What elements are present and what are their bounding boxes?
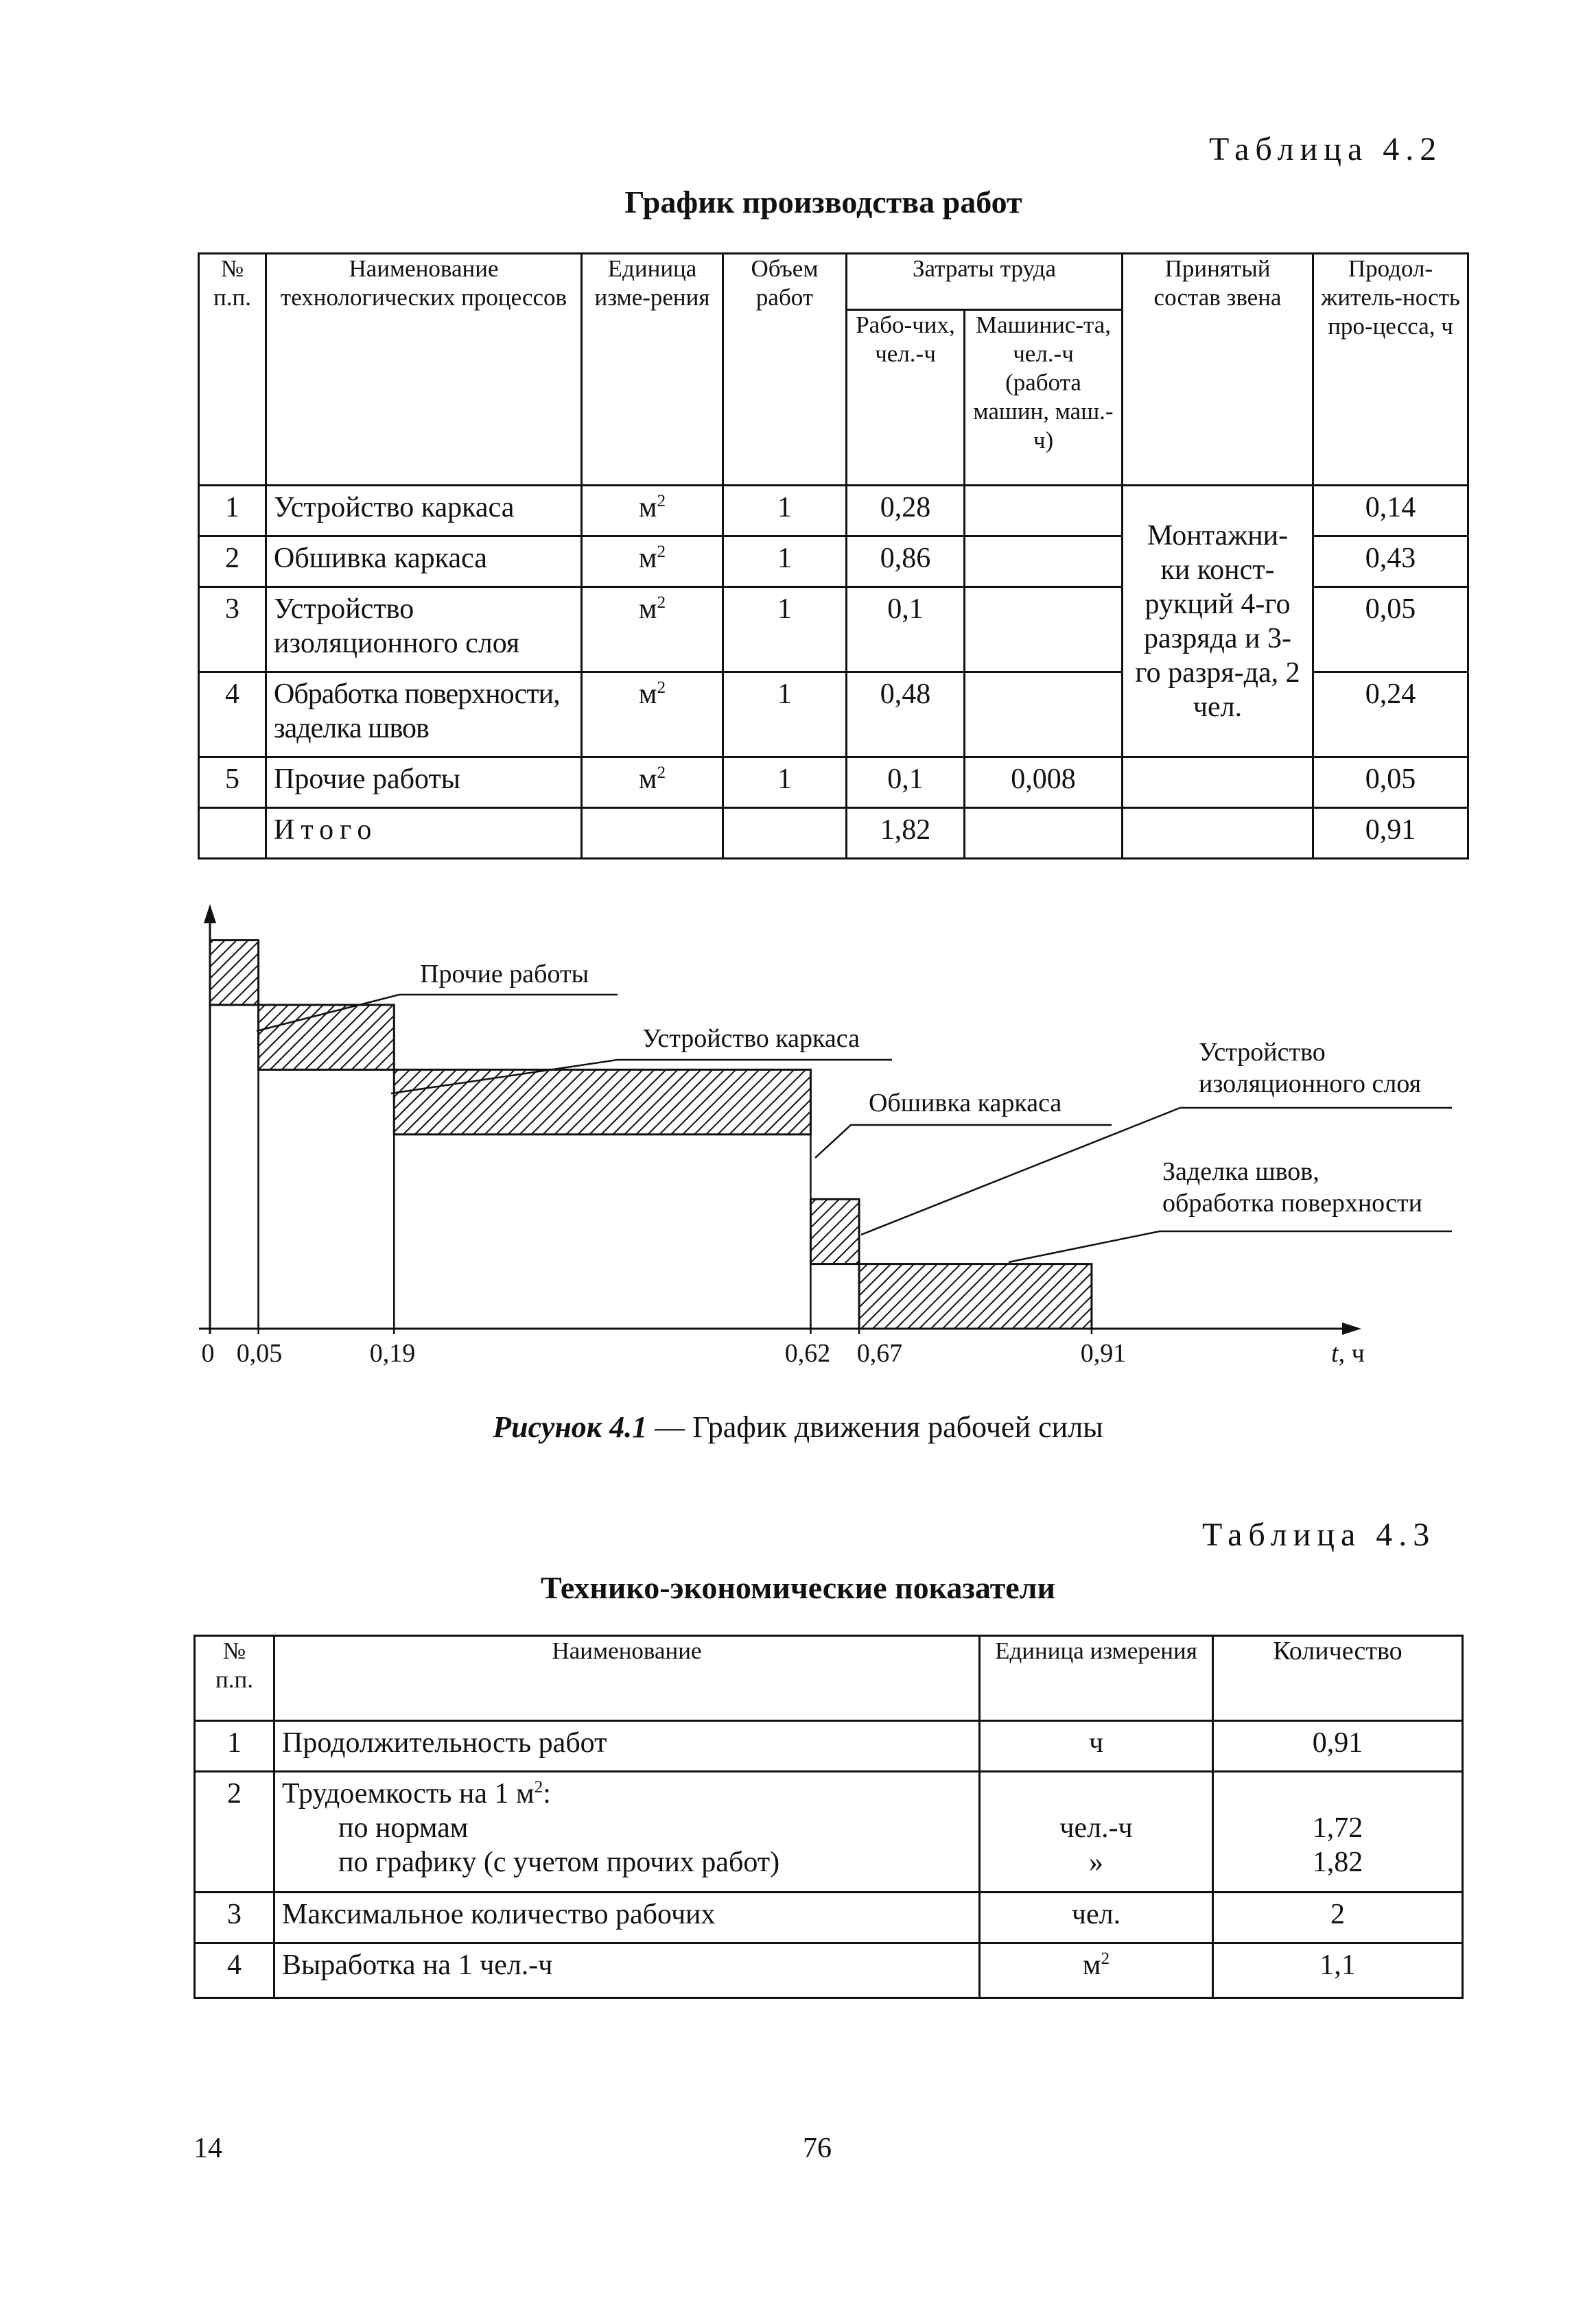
table-row: 1 Продолжительность работ ч 0,91 [195, 1721, 1463, 1772]
hatched-bar-4 [859, 1264, 1092, 1329]
label-seams-2: обработка поверхности [1162, 1189, 1422, 1218]
unit-m2: $м^2$ [582, 587, 723, 672]
label-sheathing: Обшивка каркаса [869, 1089, 1062, 1117]
header-unit: Единица изме-рения [582, 254, 723, 486]
axis-label-t: t, ч [1331, 1339, 1365, 1368]
schedule-table [198, 252, 1469, 859]
figure-caption [0, 1410, 1596, 1445]
table-row: 2 Трудоемкость на 1 $м^2$: по нормам по графику (с учетом прочих работ) чел.-ч » 1,72 1,82 [195, 1772, 1463, 1893]
label-other: Прочие работы [420, 960, 589, 988]
table-4-2-title: График производства работ [624, 185, 1022, 220]
table-row: 3 Максимальное количество рабочих чел. 2 [195, 1893, 1463, 1943]
total-row [199, 808, 1468, 859]
hatched-bar-0 [210, 940, 259, 1005]
table-row: 4 Обработка поверхности, заделка швов $м^2$ 1 0,48 0,24 [199, 672, 1468, 757]
caption-prefix: Рисунок 4.1 [493, 1410, 648, 1444]
tick-label-0-62: 0,62 [784, 1339, 831, 1368]
table-4-3-title: Технико-экономические показатели [540, 1570, 1056, 1605]
label-insulation-1: Устройство [1199, 1038, 1326, 1067]
total-label: Итого [266, 808, 582, 859]
header-name: Наименование технологических процессов [266, 254, 582, 486]
unit-m2: $м^2$ [582, 672, 723, 757]
workforce-chart [0, 892, 1596, 1454]
header-unit: Единица измерения [980, 1636, 1213, 1721]
table-4-2-label: Таблица 4.2 [1209, 131, 1443, 167]
hatched-bar-2 [394, 1069, 810, 1134]
unit-m2: $м^2$ [582, 536, 723, 587]
indicators-table [193, 1635, 1464, 1999]
table-row: 4 Выработка на 1 чел.-ч $м^2$ 1,1 [195, 1943, 1463, 1998]
header-crew: Принятый состав звена [1123, 254, 1313, 486]
tick-label-0-91: 0,91 [1080, 1339, 1127, 1368]
header-num: № п.п. [195, 1636, 274, 1721]
header-name: Наименование [274, 1636, 980, 1721]
table-row: 1 Устройство каркаса $м^2$ 1 0,28 Монтажни-ки конст-рукций 4-го разряда и 3-го разря-да, 2 чел. 0,14 [199, 486, 1468, 536]
label-seams-1: Заделка швов, [1162, 1157, 1319, 1186]
header-duration: Продол-житель-ность про-цесса, ч [1313, 254, 1468, 486]
column-0 [210, 1005, 259, 1329]
total-duration: 0,91 [1313, 808, 1468, 859]
tick-label-0-19: 0,19 [369, 1339, 416, 1368]
label-insulation-2: изоляционного слоя [1199, 1069, 1422, 1098]
header-labor: Затраты труда [847, 254, 1123, 310]
hatched-bar-1 [259, 1005, 395, 1069]
crew-cell: Монтажни-ки конст-рукций 4-го разряда и 3-го разря-да, 2 чел. [1123, 486, 1313, 757]
unit-m2: $м^2$ [582, 486, 723, 536]
hatched-bar-3 [810, 1199, 859, 1264]
table-row: 3 Устройство изоляционного слоя $м^2$ 1 0,1 0,05 [199, 587, 1468, 672]
table-row: 5 Прочие работы $м^2$ 1 0,1 0,008 0,05 [199, 757, 1468, 808]
header-num: № п.п. [199, 254, 266, 486]
leader-seams [1009, 1231, 1452, 1262]
header-volume: Объем работ [723, 254, 847, 486]
column-3 [810, 1264, 859, 1329]
page-footer-left: 14 [193, 2133, 222, 2164]
column-2 [394, 1135, 810, 1329]
tick-label-0-67: 0,67 [856, 1339, 903, 1368]
x-axis-arrow [1342, 1323, 1361, 1335]
caption-text: — График движения рабочей силы [647, 1410, 1103, 1444]
unit-m2: $м^2$ [582, 757, 723, 808]
tick-label-0-05: 0,05 [236, 1339, 283, 1368]
header-workers: Рабо-чих, чел.-ч [847, 310, 965, 486]
unit-m2: $м^2$ [980, 1943, 1213, 1998]
header-machinists: Машинис-та, чел.-ч (работа машин, маш.-ч) [965, 310, 1123, 486]
label-frame: Устройство каркаса [642, 1024, 860, 1053]
header-qty: Количество [1213, 1636, 1463, 1721]
tick-label-0: 0 [201, 1339, 215, 1368]
labor-intensity-label: Трудоемкость на 1 $м^2$: [282, 1778, 551, 1810]
table-4-3-label: Таблица 4.3 [1202, 1517, 1436, 1553]
y-axis-arrow [204, 904, 216, 923]
total-workers: 1,82 [847, 808, 965, 859]
table-row: 2 Обшивка каркаса $м^2$ 1 0,86 0,43 [199, 536, 1468, 587]
column-1 [259, 1069, 395, 1329]
page-number: 76 [803, 2133, 832, 2164]
